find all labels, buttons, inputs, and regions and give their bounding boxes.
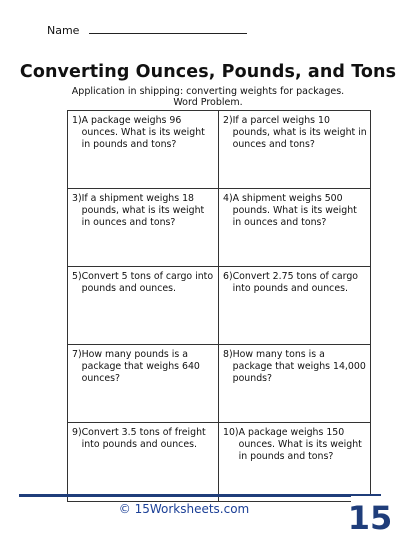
question-number: 9): [72, 427, 82, 438]
footer-copyright[interactable]: © 15Worksheets.com: [118, 502, 250, 516]
name-label: Name: [47, 24, 80, 37]
question-text: Convert 3.5 tons of freight into pounds and ounces.: [81, 427, 206, 450]
question-cell: [219, 267, 370, 345]
name-field: [47, 23, 247, 37]
question-cell: [68, 267, 219, 345]
subtitle-line-2: Word Problem.: [173, 97, 243, 108]
worksheet-title: Converting Ounces, Pounds, and Tons: [19, 62, 397, 82]
question-cell: [68, 189, 219, 267]
question-text: Convert 5 tons of cargo into pounds and ounces.: [81, 271, 214, 294]
question-number: 4): [223, 193, 233, 204]
question-cell: [68, 345, 219, 423]
15worksheets-logo-icon: [347, 496, 393, 537]
name-blank-line[interactable]: [89, 23, 247, 34]
question-cell: [219, 111, 370, 189]
question-grid: [67, 110, 371, 502]
question-cell: [219, 189, 370, 267]
worksheet-subtitle: [0, 86, 416, 108]
question-number: 7): [72, 349, 82, 360]
question-text: If a parcel weighs 10 pounds, what is its weight in ounces and tons?: [232, 115, 367, 150]
question-text: A package weighs 96 ounces. What is its weight in pounds and tons?: [81, 115, 205, 150]
question-text: If a shipment weighs 18 pounds, what is its weight in ounces and tons?: [81, 193, 205, 228]
logo-number: 15: [347, 499, 393, 537]
question-number: 2): [223, 115, 233, 126]
question-cell: [219, 345, 370, 423]
question-number: 3): [72, 193, 82, 204]
question-text: How many tons is a package that weighs 14,000 pounds?: [232, 349, 366, 384]
question-text: How many pounds is a package that weighs 640 ounces?: [81, 349, 200, 384]
question-text: A shipment weighs 500 pounds. What is its weight in ounces and tons?: [232, 193, 357, 228]
question-text: A package weighs 150 ounces. What is its weight in pounds and tons?: [238, 427, 362, 462]
question-cell: [68, 423, 219, 501]
question-cell: [68, 111, 219, 189]
question-text: Convert 2.75 tons of cargo into pounds and ounces.: [232, 271, 359, 294]
footer-divider: [19, 494, 381, 497]
question-number: 1): [72, 115, 82, 126]
question-number: 10): [223, 427, 239, 438]
question-number: 5): [72, 271, 82, 282]
subtitle-line-1: Application in shipping: converting weights for packages.: [71, 86, 345, 97]
question-cell: [219, 423, 370, 501]
question-number: 6): [223, 271, 233, 282]
question-number: 8): [223, 349, 233, 360]
